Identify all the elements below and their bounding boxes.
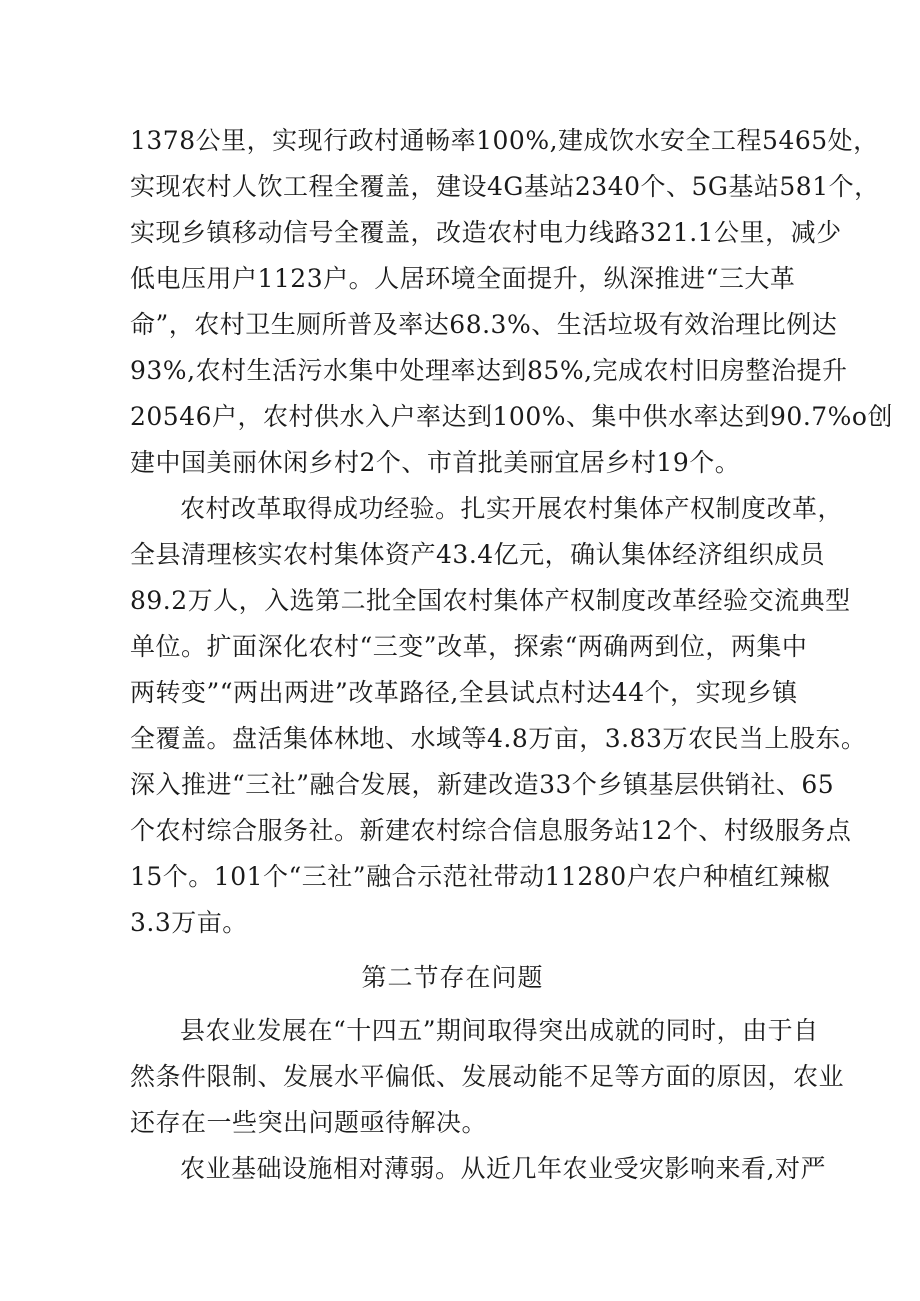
text-line: 全覆盖。盘活集体林地、水域等4.8万亩，3.83万农民当上股东。 bbox=[130, 724, 867, 753]
text-line: 低电压用户1123户。人居环境全面提升，纵深推进“三大革 bbox=[130, 264, 796, 293]
paragraph-rural-reform bbox=[130, 486, 867, 946]
paragraph-weak-infrastructure bbox=[130, 1146, 826, 1192]
text-line: 15个。101个“三社”融合示范社带动11280户农户种植红辣椒 bbox=[130, 862, 831, 891]
text-line: 全县清理核实农村集体资产43.4亿元，确认集体经济组织成员 bbox=[130, 540, 826, 569]
text-line: 20546户，农村供水入户率达到100%、集中供水率达到90.7%o创 bbox=[130, 402, 893, 431]
text-line: 两转变”“两出两进”改革路径,全县试点村达44个，实现乡镇 bbox=[130, 678, 798, 707]
text-line: 3.3万亩。 bbox=[130, 908, 248, 937]
text-line: 然条件限制、发展水平偏低、发展动能不足等方面的原因，农业 bbox=[130, 1062, 845, 1091]
text-line: 农村改革取得成功经验。扎实开展农村集体产权制度改革， bbox=[180, 494, 844, 523]
paragraph-problems-intro bbox=[130, 1008, 845, 1146]
text-line: 1378公里，实现行政村通畅率100%,建成饮水安全工程5465处， bbox=[130, 126, 879, 155]
text-line: 深入推进“三社”融合发展，新建改造33个乡镇基层供销社、65 bbox=[130, 770, 835, 799]
text-line: 建中国美丽休闲乡村2个、市首批美丽宜居乡村19个。 bbox=[130, 448, 741, 477]
text-line: 农业基础设施相对薄弱。从近几年农业受灾影响来看,对严 bbox=[180, 1154, 826, 1183]
text-line: 93%,农村生活污水集中处理率达到85%,完成农村旧房整治提升 bbox=[130, 356, 848, 385]
text-line: 89.2万人，入选第二批全国农村集体产权制度改革经验交流典型 bbox=[130, 586, 851, 615]
text-line: 还存在一些突出问题亟待解决。 bbox=[130, 1108, 488, 1137]
paragraph-infrastructure-living bbox=[130, 118, 893, 486]
text-line: 单位。扩面深化农村“三变”改革，探索“两确两到位，两集中 bbox=[130, 632, 808, 661]
text-line: 命”，农村卫生厕所普及率达68.3%、生活垃圾有效治理比例达 bbox=[130, 310, 838, 339]
text-line: 县农业发展在“十四五”期间取得突出成就的同时，由于自 bbox=[180, 1016, 819, 1045]
text-line: 个农村综合服务社。新建农村综合信息服务站12个、村级服务点 bbox=[130, 816, 852, 845]
text-line: 实现乡镇移动信号全覆盖，改造农村电力线路321.1公里，减少 bbox=[130, 218, 842, 247]
document-page bbox=[130, 118, 893, 1192]
text-line: 实现农村人饮工程全覆盖，建设4G基站2340个、5G基站581个， bbox=[130, 172, 880, 201]
section-heading: 第二节存在问题 bbox=[361, 963, 544, 992]
